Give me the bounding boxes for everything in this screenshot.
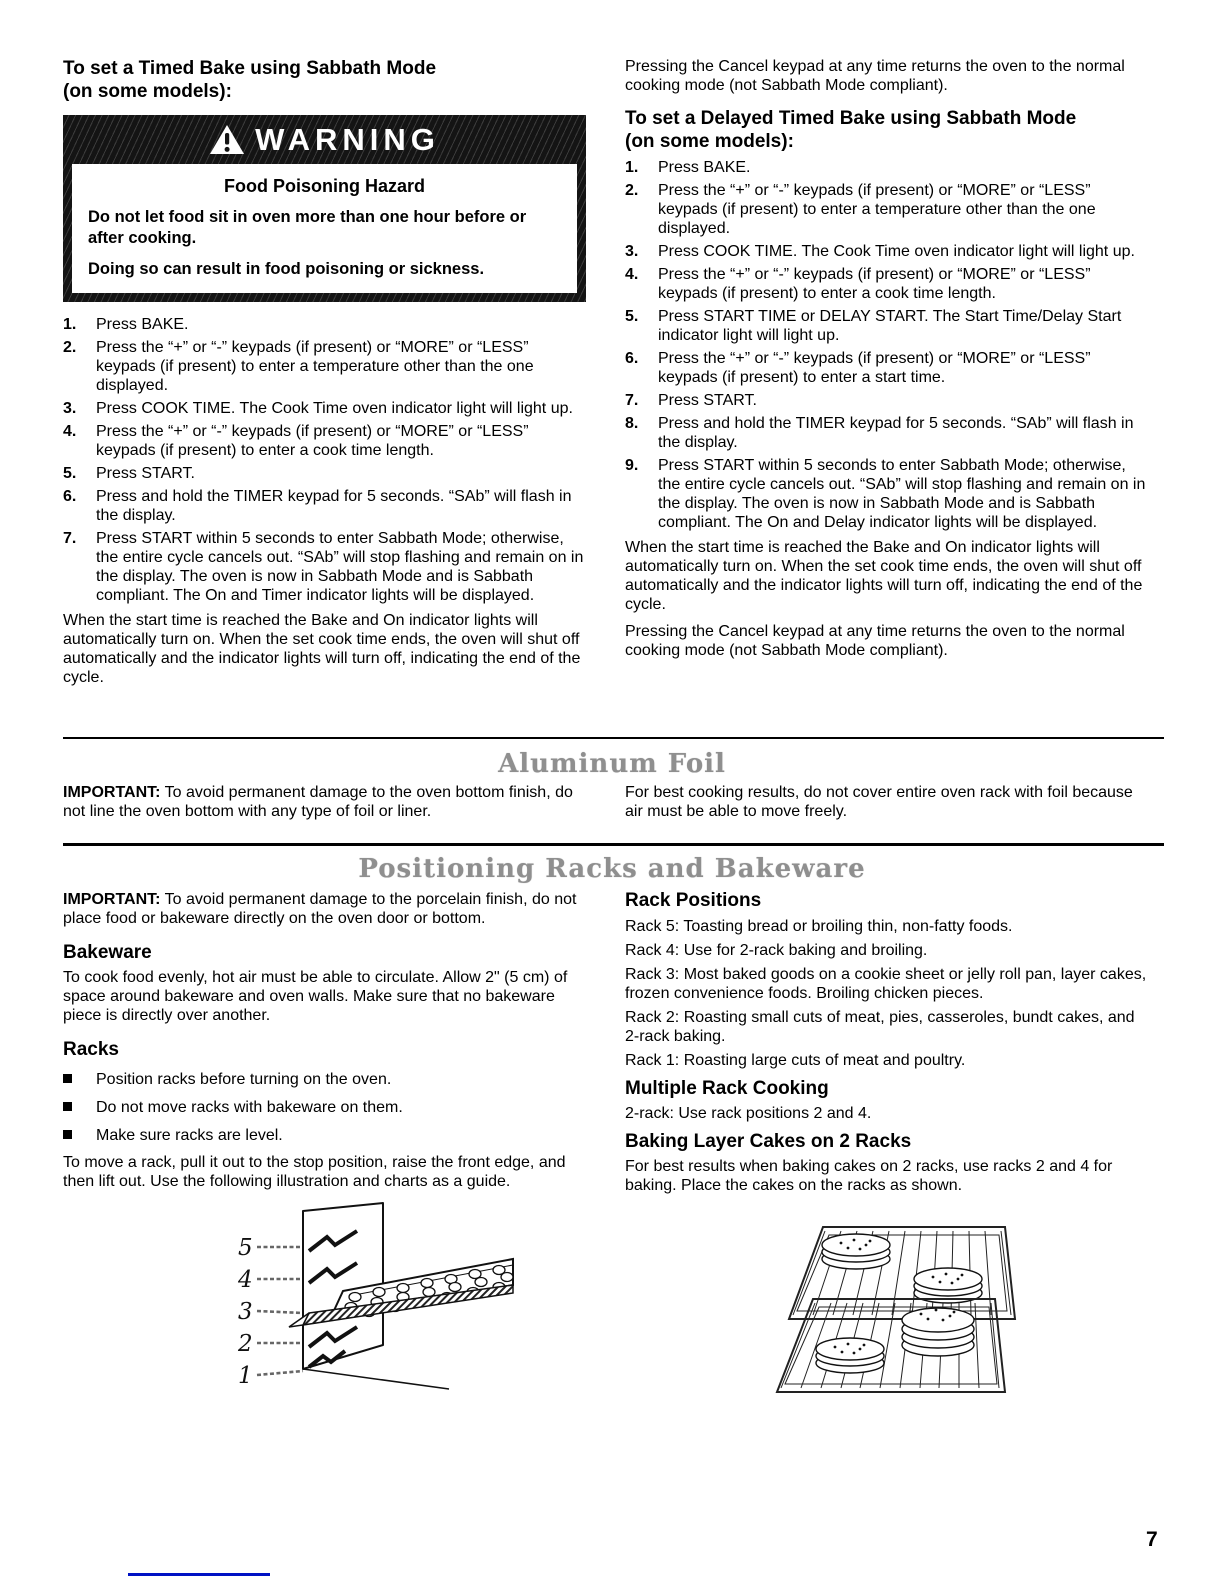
rack-position-item: Rack 3: Most baked goods on a cookie sheet or jelly roll pan, layer cakes, frozen convenience foods. Broiling chicken pieces. bbox=[625, 966, 1147, 1002]
heading-line: To set a Delayed Timed Bake using Sabbath Mode bbox=[625, 108, 1077, 129]
timed-bake-steps bbox=[63, 315, 586, 605]
warning-header bbox=[72, 115, 577, 164]
rack-position-item: Rack 1: Roasting large cuts of meat and poultry. bbox=[625, 1052, 966, 1069]
multiple-rack-heading: Multiple Rack Cooking bbox=[625, 1078, 829, 1099]
layer-cakes-diagram bbox=[753, 1201, 1033, 1401]
bullet-square-icon bbox=[63, 1098, 96, 1117]
rack-label-2: 2 bbox=[238, 1331, 253, 1357]
left-column bbox=[63, 57, 586, 737]
layer-cakes-text: For best results when baking cakes on 2 racks, use racks 2 and 4 for baking. Place the cakes on the racks as shown. bbox=[625, 1158, 1113, 1194]
list-item: 6. Press the “+” or “-” keypads (if present) or “MORE” or “LESS” keypads (if present) to enter a start time. bbox=[625, 350, 1091, 386]
rack-label-4: 4 bbox=[238, 1267, 253, 1293]
heading-line: (on some models): bbox=[625, 131, 794, 152]
warning-title: WARNING bbox=[255, 121, 440, 157]
rack-label-1: 1 bbox=[238, 1363, 253, 1389]
positioning-important: IMPORTANT: To avoid permanent damage to the porcelain finish, do not place food or bakeware directly on the oven door or bottom. bbox=[63, 891, 577, 927]
list-item: 5. Press START TIME or DELAY START. The Start Time/Delay Start indicator light will light up. bbox=[625, 308, 1122, 344]
rack-position-item: Rack 4: Use for 2-rack baking and broiling. bbox=[625, 942, 928, 959]
move-rack-text: To move a rack, pull it out to the stop position, raise the front edge, and then lift out. Use the following illustration and charts as a guide. bbox=[63, 1154, 566, 1190]
list-item: 1. Press BAKE. bbox=[63, 316, 189, 333]
footer-blue-line bbox=[128, 1573, 270, 1576]
list-item: Do not move racks with bakeware on them. bbox=[63, 1098, 586, 1117]
rack-positions-heading: Rack Positions bbox=[625, 890, 762, 911]
aluminum-foil-section bbox=[63, 783, 1164, 831]
list-item: 9. Press START within 5 seconds to enter Sabbath Mode; otherwise, the entire cycle cancels out. “SAb” will stop flashing and remain on in the display. The oven is now in Sabbath Mode and is Sabbath compliant. The On and Delay indicator lights will be displayed. bbox=[625, 457, 1146, 531]
list-item: 3. Press COOK TIME. The Cook Time oven indicator light will light up. bbox=[63, 400, 573, 417]
positioning-section bbox=[63, 890, 1164, 1401]
layer-cakes-heading: Baking Layer Cakes on 2 Racks bbox=[625, 1131, 912, 1152]
bakeware-heading: Bakeware bbox=[63, 942, 152, 963]
list-item: 3. Press COOK TIME. The Cook Time oven indicator light will light up. bbox=[625, 243, 1135, 260]
bakeware-text: To cook food evenly, hot air must be able to circulate. Allow 2" (5 cm) of space around bakeware and oven walls. Make sure that no bakeware piece is directly over another. bbox=[63, 969, 568, 1024]
delayed-bake-heading bbox=[625, 107, 1148, 153]
list-item: 2. Press the “+” or “-” keypads (if present) or “MORE” or “LESS” keypads (if present) to enter a temperature other than the one displayed. bbox=[63, 339, 534, 394]
warning-text: Do not let food sit in oven more than one hour before or after cooking. bbox=[88, 208, 527, 247]
rack-positions-diagram bbox=[231, 1199, 516, 1391]
list-item: 4. Press the “+” or “-” keypads (if present) or “MORE” or “LESS” keypads (if present) to enter a cook time length. bbox=[625, 266, 1091, 302]
positioning-right-column bbox=[625, 890, 1148, 1401]
aluminum-foil-title: Aluminum Foil bbox=[498, 749, 726, 779]
positioning-left-column bbox=[63, 890, 586, 1401]
delayed-bake-steps bbox=[625, 158, 1148, 532]
warning-text: Doing so can result in food poisoning or sickness. bbox=[88, 260, 485, 278]
warning-body bbox=[72, 164, 577, 293]
racks-heading: Racks bbox=[63, 1039, 119, 1060]
warning-hazard-title: Food Poisoning Hazard bbox=[224, 176, 425, 196]
rack-position-item: Rack 2: Roasting small cuts of meat, pies, casseroles, bundt cakes, and 2-rack baking. bbox=[625, 1009, 1135, 1045]
list-item: 8. Press and hold the TIMER keypad for 5 seconds. “SAb” will flash in the display. bbox=[625, 415, 1134, 451]
list-item: 5. Press START. bbox=[63, 465, 195, 482]
list-item: Position racks before turning on the oven. bbox=[63, 1070, 586, 1089]
positioning-title: Positioning Racks and Bakeware bbox=[358, 854, 866, 884]
right-column bbox=[625, 57, 1148, 737]
page-number: 7 bbox=[1146, 1528, 1158, 1551]
sabbath-mode-section bbox=[63, 0, 1164, 737]
warning-triangle-icon bbox=[209, 124, 245, 155]
foil-note: For best cooking results, do not cover entire oven rack with foil because air must be able to move freely. bbox=[625, 784, 1133, 820]
bullet-square-icon bbox=[63, 1070, 96, 1089]
section-divider bbox=[63, 843, 1164, 846]
rack-label-5: 5 bbox=[238, 1235, 253, 1261]
heading-line: To set a Timed Bake using Sabbath Mode bbox=[63, 58, 437, 79]
rack-position-item: Rack 5: Toasting bread or broiling thin, non-fatty foods. bbox=[625, 918, 1013, 935]
list-item: Make sure racks are level. bbox=[63, 1126, 586, 1145]
section-divider bbox=[63, 737, 1164, 739]
list-item: 7. Press START within 5 seconds to enter Sabbath Mode; otherwise, the entire cycle cancels out. “SAb” will stop flashing and remain on in the display. The oven is now in Sabbath Mode and is Sabbath compliant. The On and Timer indicator lights will be displayed. bbox=[63, 530, 584, 604]
list-item: 7. Press START. bbox=[625, 392, 757, 409]
important-label: IMPORTANT: bbox=[63, 784, 161, 801]
timed-bake-heading bbox=[63, 57, 586, 103]
list-item: 1. Press BAKE. bbox=[625, 159, 751, 176]
cancel-note: Pressing the Cancel keypad at any time returns the oven to the normal cooking mode (not Sabbath Mode compliant). bbox=[625, 623, 1125, 659]
cancel-note: Pressing the Cancel keypad at any time returns the oven to the normal cooking mode (not Sabbath Mode compliant). bbox=[625, 58, 1125, 94]
warning-box bbox=[63, 115, 586, 302]
list-item: 4. Press the “+” or “-” keypads (if present) or “MORE” or “LESS” keypads (if present) to enter a cook time length. bbox=[63, 423, 529, 459]
bullet-square-icon bbox=[63, 1126, 96, 1145]
important-label: IMPORTANT: bbox=[63, 891, 161, 908]
list-item: 2. Press the “+” or “-” keypads (if present) or “MORE” or “LESS” keypads (if present) to enter a temperature other than the one displayed. bbox=[625, 182, 1096, 237]
multiple-rack-text: 2-rack: Use rack positions 2 and 4. bbox=[625, 1105, 872, 1122]
foil-important: IMPORTANT: To avoid permanent damage to the oven bottom finish, do not line the oven bottom with any type of foil or liner. bbox=[63, 784, 573, 820]
heading-line: (on some models): bbox=[63, 81, 232, 102]
list-item: 6. Press and hold the TIMER keypad for 5 seconds. “SAb” will flash in the display. bbox=[63, 488, 572, 524]
timed-bake-note: When the start time is reached the Bake and On indicator lights will automatically turn on. When the set cook time ends, the oven will shut off automatically and the indicator lights will turn off, indicating the end of the cycle. bbox=[63, 612, 581, 686]
rack-label-3: 3 bbox=[238, 1299, 253, 1325]
delayed-bake-note: When the start time is reached the Bake and On indicator lights will automatically turn on. When the set cook time ends, the oven will shut off automatically and the indicator lights will turn off, indicating the end of the cycle. bbox=[625, 539, 1143, 613]
